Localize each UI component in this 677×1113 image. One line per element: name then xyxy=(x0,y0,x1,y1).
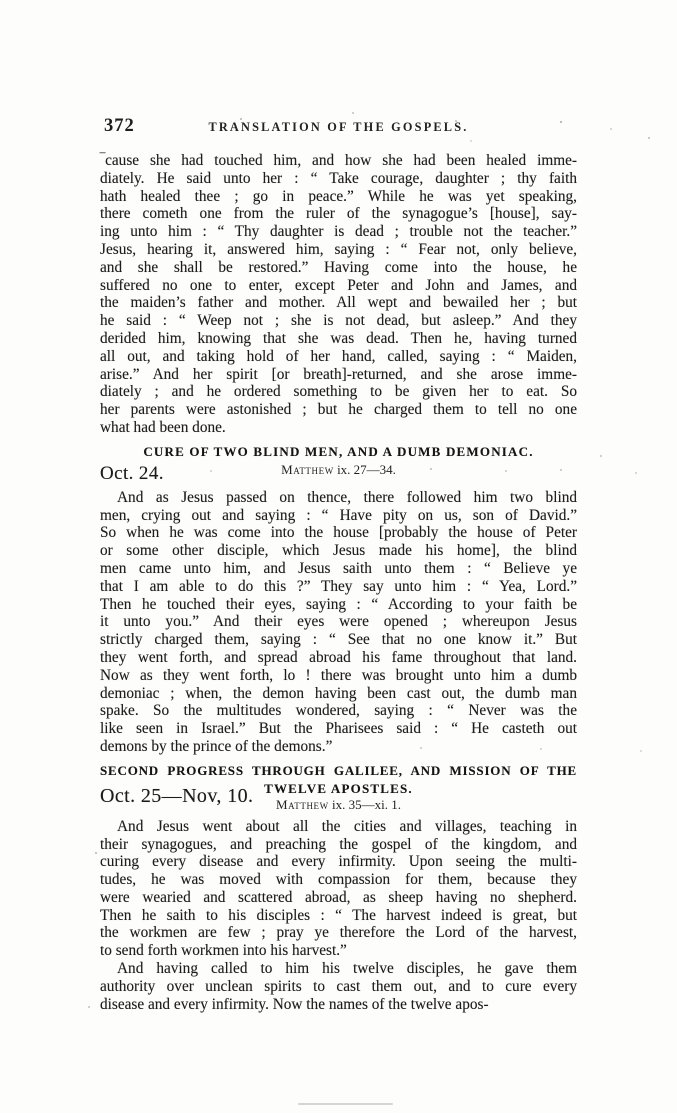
scripture-reference xyxy=(281,462,396,477)
text-line: diately ; and he ordered something to be given her to eat. So xyxy=(100,383,577,401)
reference-passage: ix. 27—34. xyxy=(337,461,396,477)
text-line: tudes, he was moved with compassion for them, because they xyxy=(100,871,577,889)
text-line: Then he touched their eyes, saying : “ According to your faith be xyxy=(100,595,577,613)
text-line: authority over unclean spirits to cast them out, and to cure every xyxy=(100,977,577,995)
heading-center-col xyxy=(281,462,396,477)
page-body xyxy=(100,152,577,1013)
reference-passage: ix. 35—xi. 1. xyxy=(332,796,401,812)
heading-dateline-row xyxy=(100,462,577,484)
text-line: Now as they went forth, lo ! there was brought unto him a dumb xyxy=(100,666,577,684)
text-line: diately. He said unto her : “ Take courage, daughter ; thy faith xyxy=(100,169,577,187)
running-title: TRANSLATION OF THE GOSPELS. xyxy=(208,120,469,134)
text-line: they went forth, and spread abroad his fame throughout that land. xyxy=(100,648,577,666)
text-line: that I am able to do this ?” They say unto him : “ Yea, Lord.” xyxy=(100,577,577,595)
text-line: and she shall be restored.” Having come into the house, he xyxy=(100,258,577,276)
text-line: So when he was come into the house [probably the house of Peter xyxy=(100,524,577,542)
text-line: there cometh one from the ruler of the synagogue’s [house], say- xyxy=(100,205,577,223)
heading-center-col xyxy=(264,781,413,812)
heading-dateline-row xyxy=(100,781,577,813)
text-line: derided him, knowing that she was dead. Then he, having turned xyxy=(100,329,577,347)
text-line: Then he saith to his disciples : “ The harvest indeed is great, but xyxy=(100,906,577,924)
page-number: 372 xyxy=(104,116,135,136)
text-line: disease and every infirmity. Now the names of the twelve apos- xyxy=(100,995,489,1013)
text-line: curing every disease and every infirmity. Upon seeing the multi- xyxy=(100,853,577,871)
text-line: all out, and taking hold of her hand, called, saying : “ Maiden, xyxy=(100,347,577,365)
section-date: Oct. 25—Nov, 10. xyxy=(100,784,254,807)
section-heading-title: CURE OF TWO BLIND MEN, AND A DUMB DEMONIAC. xyxy=(143,443,534,459)
text-line: spake. So the multitudes wondered, saying : “ Never was the xyxy=(100,702,577,720)
text-line: arise.” And her spirit [or breath]-returned, and she arose imme- xyxy=(100,365,577,383)
text-line: And Jesus went about all the cities and villages, teaching in xyxy=(117,817,577,835)
text-line: demons by the prince of the demons.” xyxy=(100,737,333,755)
section-heading-title: SECOND PROGRESS THROUGH GALILEE, AND MISSION OF THE xyxy=(100,762,577,778)
text-line: it unto you.” And their eyes were opened ; whereupon Jesus xyxy=(100,613,577,631)
paragraph xyxy=(100,152,577,437)
text-line: like seen in Israel.” But the Pharisees said : “ He casteth out xyxy=(100,720,577,738)
reference-book: Matthew xyxy=(276,796,329,812)
section-heading-subtitle: TWELVE APOSTLES. xyxy=(264,780,413,796)
text-line: ‾cause she had touched him, and how she had been healed imme- xyxy=(100,152,577,169)
text-line: her parents were astonished ; but he charged them to tell no one xyxy=(100,401,577,419)
section-date: Oct. 24. xyxy=(100,462,164,484)
paragraph xyxy=(100,489,577,756)
text-line: demoniac ; when, the demon having been cast out, the dumb man xyxy=(100,684,577,702)
text-line: hath healed thee ; go in peace.” While he was yet speaking, xyxy=(100,187,577,205)
scan-artifact-line xyxy=(298,1103,393,1105)
text-line: to send forth workmen into his harvest.” xyxy=(100,942,347,960)
reference-book: Matthew xyxy=(281,461,334,477)
paragraph xyxy=(100,818,577,960)
scripture-reference xyxy=(264,797,413,812)
text-line: their synagogues, and preaching the gospel of the kingdom, and xyxy=(100,835,577,853)
text-line: suffered no one to enter, except Peter and John and James, and xyxy=(100,276,577,294)
text-line: what had been done. xyxy=(100,418,226,436)
text-line: the workmen are few ; pray ye therefore the Lord of the harvest, xyxy=(100,924,577,942)
text-line: the maiden’s father and mother. All wept and bewailed her ; but xyxy=(100,294,577,312)
text-line: were wearied and scattered abroad, as sheep having no shepherd. xyxy=(100,888,577,906)
text-line: And having called to him his twelve disciples, he gave them xyxy=(117,960,577,978)
text-line: And as Jesus passed on thence, there followed him two blind xyxy=(117,488,577,506)
page-header xyxy=(100,116,577,140)
section-heading-block xyxy=(100,763,577,813)
text-line: men, crying out and saying : “ Have pity on us, son of David.” xyxy=(100,506,577,524)
text-line: he said : “ Weep not ; she is not dead, but asleep.” And they xyxy=(100,312,577,330)
text-line: strictly charged them, saying : “ See that no one know it.” But xyxy=(100,631,577,649)
paragraph xyxy=(100,960,577,1013)
text-line: men came unto him, and Jesus saith unto them : “ Believe ye xyxy=(100,559,577,577)
text-line: or some other disciple, which Jesus made his home], the blind xyxy=(100,542,577,560)
text-line: Jesus, hearing it, answered him, saying : “ Fear not, only believe, xyxy=(100,240,577,258)
section-heading-block xyxy=(100,444,577,484)
text-line: ing unto him : “ Thy daughter is dead ; trouble not the teacher.” xyxy=(100,223,577,241)
